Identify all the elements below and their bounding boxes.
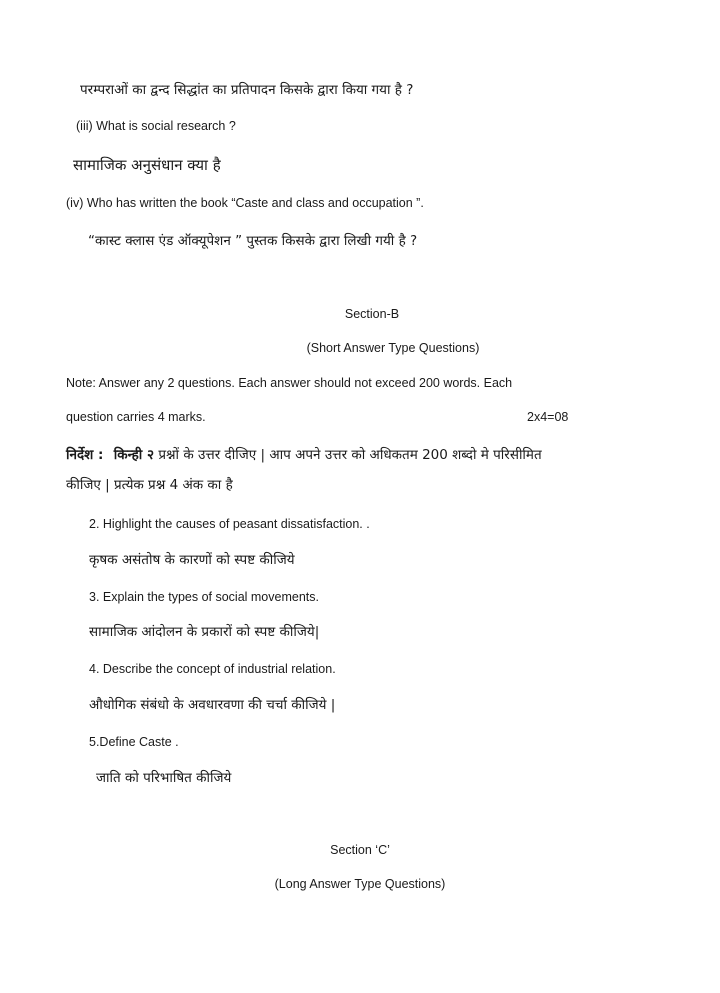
question-4-hindi: “कास्ट क्लास एंड ऑक्यूपेशन ” पुस्तक किसके द्वारा लिखी गयी है ? (88, 233, 418, 249)
question-3-hindi: सामाजिक अनुसंधान क्या है (73, 156, 221, 174)
instruction-text: प्रश्नों के उत्तर दीजिए | आप अपने उत्तर को अधिकतम 200 शब्दो मे परिसीमित (158, 447, 542, 463)
question-item-english: 2. Highlight the causes of peasant dissatisfaction. . (89, 517, 370, 531)
question-4-english: (iv) Who has written the book “Caste and class and occupation ”. (66, 196, 424, 210)
section-b-note-line1: Note: Answer any 2 questions. Each answer should not exceed 200 words. Each (66, 376, 513, 390)
question-item-english: 3. Explain the types of social movements. (89, 590, 319, 604)
instruction-label: निर्देश : (66, 447, 104, 463)
instruction-count: किन्ही २ (113, 447, 155, 463)
section-b-instruction-line1 (66, 447, 542, 463)
question-item-english: 5.Define Caste . (89, 735, 179, 749)
section-b-marks: 2x4=08 (527, 410, 569, 424)
section-b-title: Section-B (344, 307, 400, 321)
section-b-note-line2: question carries 4 marks. (66, 410, 206, 424)
question-item-hindi: कृषक असंतोष के कारणों को स्पष्ट कीजिये (89, 552, 295, 568)
question-2-hindi: परम्पराओं का द्वन्द सिद्धांत का प्रतिपादन किसके द्वारा किया गया है ? (80, 82, 414, 98)
question-3-english: (iii) What is social research ? (76, 119, 236, 133)
question-item-hindi: औधोगिक संबंधो के अवधारवणा की चर्चा कीजिये | (89, 697, 336, 713)
question-item-hindi: सामाजिक आंदोलन के प्रकारों को स्पष्ट कीजिये| (89, 624, 320, 640)
question-item-english: 4. Describe the concept of industrial relation. (89, 662, 336, 676)
section-c-subtitle: (Long Answer Type Questions) (274, 877, 446, 891)
question-item-hindi: जाति को परिभाषित कीजिये (96, 770, 232, 786)
section-b-subtitle: (Short Answer Type Questions) (306, 341, 480, 355)
section-b-instruction-line2: कीजिए | प्रत्येक प्रश्न 4 अंक का है (66, 477, 233, 493)
section-c-title: Section ‘C’ (330, 843, 390, 857)
